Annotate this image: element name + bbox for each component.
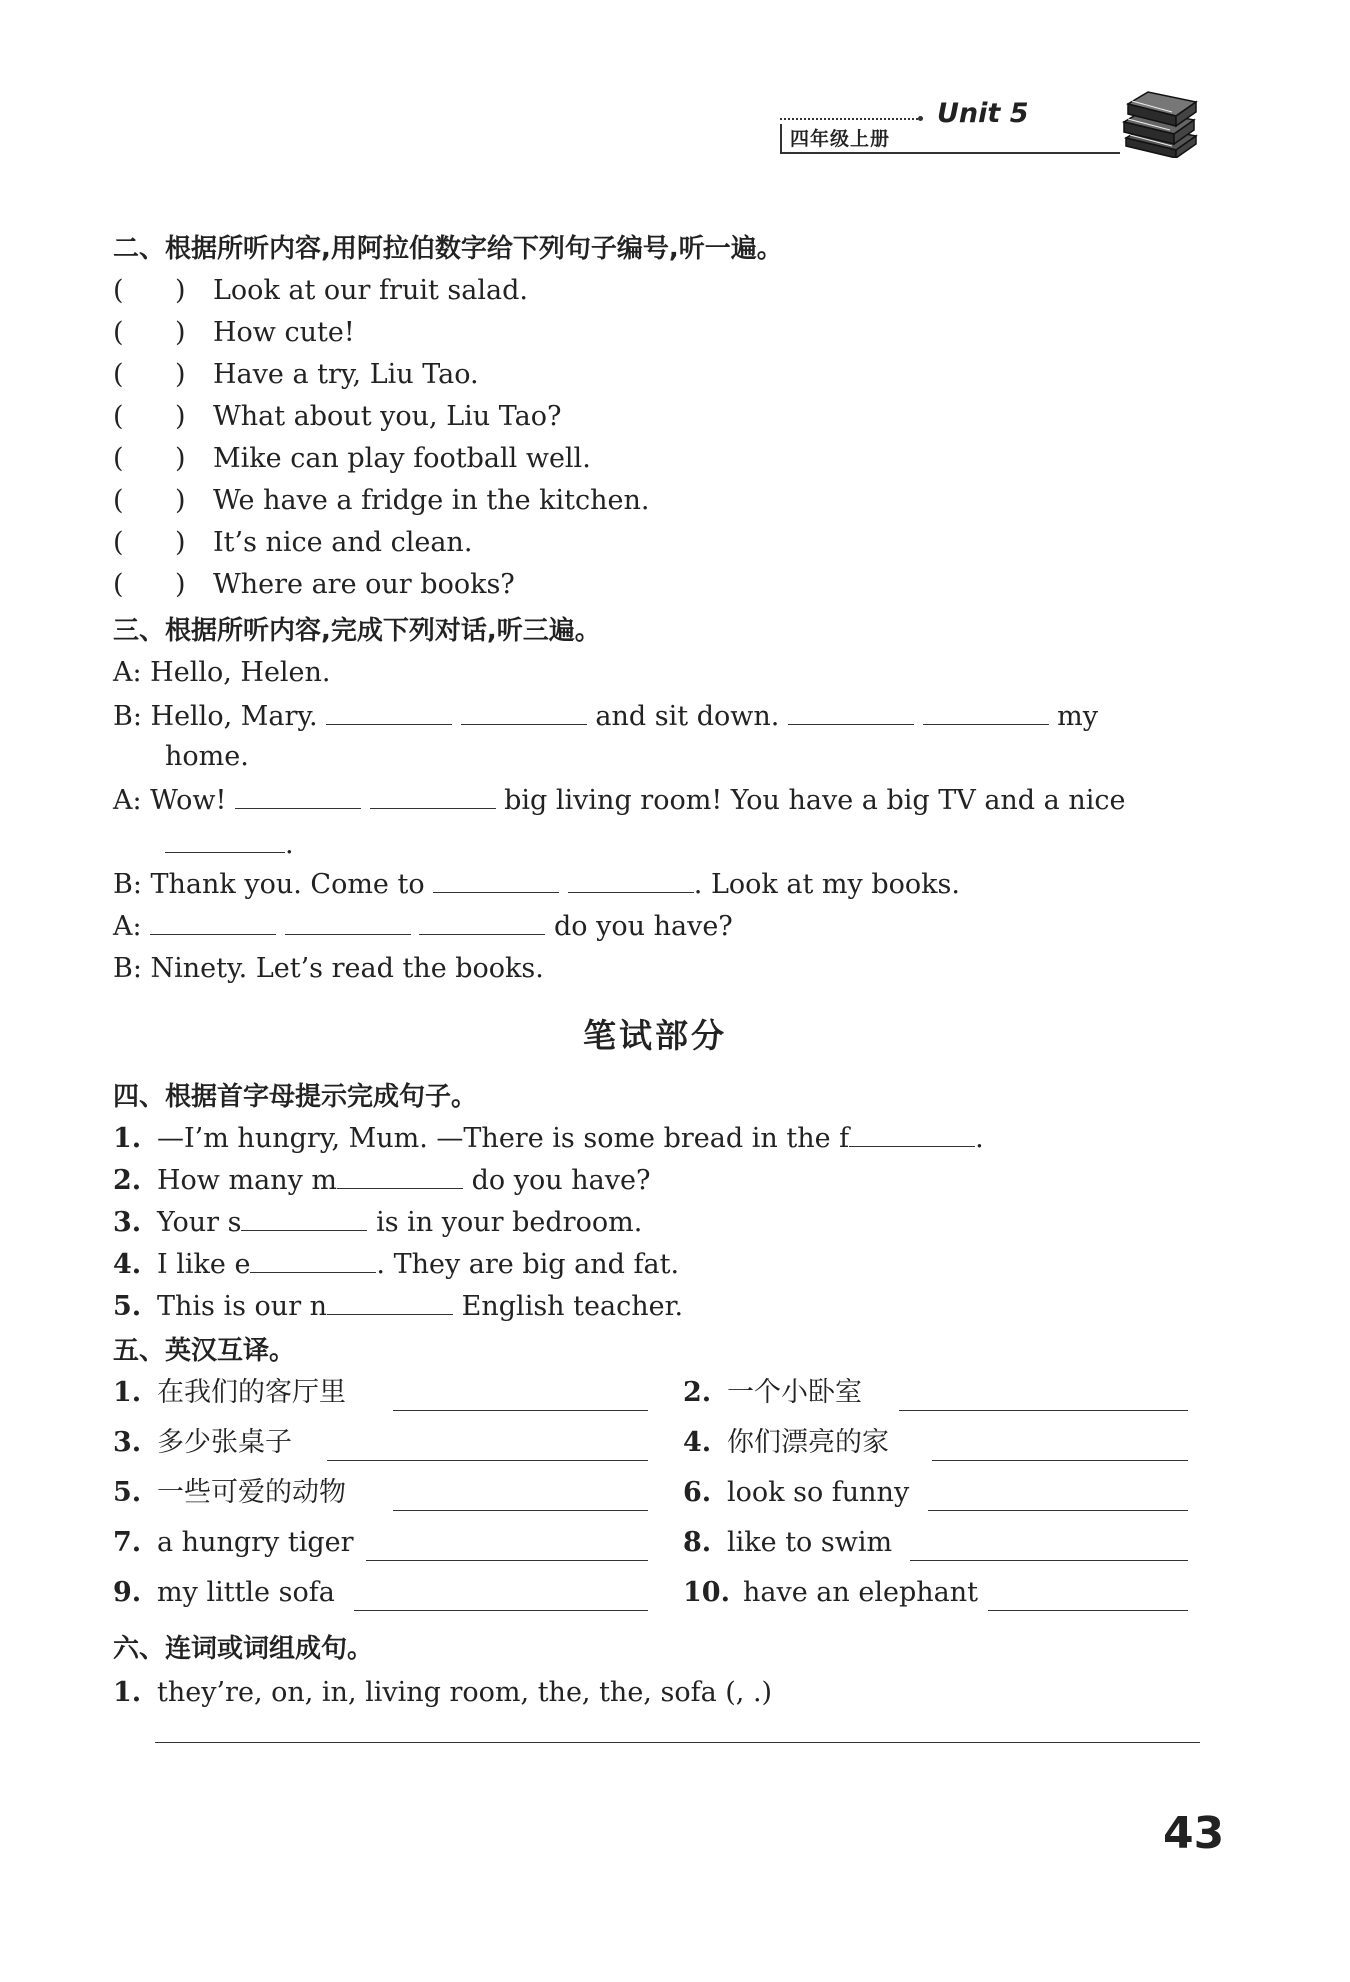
dialogue-text: A: Wow! [113, 785, 227, 816]
item-number: 1. [113, 1123, 142, 1154]
answer-blank[interactable] [354, 1584, 648, 1611]
item-number: 7. [113, 1527, 142, 1558]
answer-blank[interactable] [250, 1246, 376, 1273]
answer-blank[interactable] [419, 908, 545, 935]
listen-item-text: Have a try, Liu Tao. [213, 359, 479, 390]
dialogue-text: and sit down. [595, 701, 780, 732]
item-text: is in your bedroom. [376, 1207, 643, 1238]
item-text: like to swim [727, 1527, 893, 1558]
translate-item [113, 1474, 346, 1512]
item-text: English teacher. [461, 1291, 684, 1322]
answer-blank[interactable] [366, 1534, 648, 1561]
answer-blank[interactable] [433, 866, 559, 893]
item-text: I like e [157, 1249, 251, 1280]
listen-item-text: Mike can play football well. [213, 443, 591, 474]
item-text: have an elephant [743, 1577, 978, 1608]
answer-blank[interactable] [165, 826, 285, 853]
listen-item-text: Where are our books? [213, 569, 515, 600]
page-number: 43 [1163, 1808, 1225, 1859]
dialogue-text: . Look at my books. [693, 869, 960, 900]
answer-blank[interactable] [393, 1484, 648, 1511]
translate-item [113, 1374, 346, 1412]
item-number: 3. [113, 1427, 142, 1458]
item-text: 一个小卧室 [727, 1377, 862, 1408]
fill-item [113, 1120, 1205, 1158]
section5-title: 五、英汉互译。 [113, 1336, 296, 1366]
listen-item: ( ) It’s nice and clean. [113, 527, 473, 558]
item-number: 6. [683, 1477, 712, 1508]
header-dot [918, 116, 923, 121]
listen-item-text: Look at our fruit salad. [213, 275, 528, 306]
listen-item-text: We have a fridge in the kitchen. [213, 485, 650, 516]
item-text: 多少张桌子 [157, 1427, 292, 1458]
item-number: 2. [683, 1377, 712, 1408]
answer-blank[interactable] [568, 866, 694, 893]
answer-blank[interactable] [932, 1434, 1188, 1461]
answer-blank[interactable] [788, 698, 914, 725]
answer-blank[interactable] [241, 1204, 367, 1231]
item-number: 4. [683, 1427, 712, 1458]
translate-item [113, 1574, 335, 1612]
listen-item: ( ) Have a try, Liu Tao. [113, 359, 479, 390]
section3-title: 三、根据所听内容,完成下列对话,听三遍。 [113, 616, 601, 646]
listen-item: ( ) Mike can play football well. [113, 443, 591, 474]
item-text: How many m [157, 1165, 338, 1196]
header-rule [780, 152, 1120, 154]
listen-item-text: What about you, Liu Tao? [213, 401, 562, 432]
item-text: . [975, 1123, 984, 1154]
item-text: 在我们的客厅里 [157, 1377, 346, 1408]
item-text: a hungry tiger [157, 1527, 354, 1558]
item-number: 3. [113, 1207, 142, 1238]
item-text: This is our n [157, 1291, 328, 1322]
dialogue-text: my [1057, 701, 1098, 732]
item-number: 5. [113, 1291, 142, 1322]
dialogue-text: B: Thank you. Come to [113, 869, 425, 900]
dialogue-text: A: [113, 911, 142, 942]
answer-blank[interactable] [337, 1162, 463, 1189]
listen-item: ( ) Look at our fruit salad. [113, 275, 528, 306]
translate-item [113, 1524, 354, 1562]
dialogue-text: B: Hello, Mary. [113, 701, 318, 732]
item-text: 一些可爱的动物 [157, 1477, 346, 1508]
dialogue-text: big living room! You have a big TV and a nice [504, 785, 1126, 816]
translate-item [683, 1524, 892, 1562]
dialogue-text: do you have? [553, 911, 733, 942]
item-number: 1. [113, 1677, 142, 1708]
listen-item: ( ) We have a fridge in the kitchen. [113, 485, 650, 516]
listen-item-text: How cute! [213, 317, 355, 348]
item-number: 1. [113, 1377, 142, 1408]
item-text: they’re, on, in, living room, the, the, sofa (, .) [157, 1677, 773, 1708]
translate-item [683, 1424, 889, 1462]
unit-label: Unit 5 [937, 98, 1029, 129]
dialogue-line [113, 866, 1205, 904]
item-number: 4. [113, 1249, 142, 1280]
item-number: 5. [113, 1477, 142, 1508]
dialogue-line: home. [165, 741, 249, 772]
fill-item [113, 1204, 1205, 1242]
dialogue-line: B: Ninety. Let’s read the books. [113, 953, 544, 984]
answer-blank[interactable] [910, 1534, 1188, 1561]
sentence-item [113, 1674, 1205, 1712]
listen-item: ( ) How cute! [113, 317, 355, 348]
answer-blank[interactable] [923, 698, 1049, 725]
grade-label: 四年级上册 [790, 128, 891, 150]
answer-blank[interactable] [370, 782, 496, 809]
answer-blank[interactable] [899, 1384, 1188, 1411]
answer-blank[interactable] [327, 1434, 648, 1461]
answer-blank[interactable] [393, 1384, 648, 1411]
fill-item [113, 1162, 1205, 1200]
item-text: —I’m hungry, Mum. —There is some bread in the f [157, 1123, 850, 1154]
answer-blank[interactable] [988, 1584, 1188, 1611]
item-text: look so funny [727, 1477, 910, 1508]
section6-title: 六、连词或词组成句。 [113, 1634, 374, 1664]
answer-blank[interactable] [326, 698, 452, 725]
header-dotted-rule [780, 118, 918, 120]
translate-item [683, 1474, 909, 1512]
fill-item [113, 1288, 1205, 1326]
item-number: 10. [683, 1577, 730, 1608]
dialogue-line: A: Hello, Helen. [113, 657, 331, 688]
section4-title: 四、根据首字母提示完成句子。 [113, 1082, 478, 1112]
listen-item-text: It’s nice and clean. [213, 527, 473, 558]
books-icon [1118, 86, 1200, 158]
answer-blank[interactable] [327, 1288, 453, 1315]
section2-title: 二、根据所听内容,用阿拉伯数字给下列句子编号,听一遍。 [113, 234, 783, 264]
item-text: Your s [157, 1207, 242, 1238]
answer-blank[interactable] [461, 698, 587, 725]
answer-blank[interactable] [285, 908, 411, 935]
item-text: my little sofa [157, 1577, 335, 1608]
dialogue-line [113, 908, 1205, 946]
answer-blank[interactable] [150, 908, 276, 935]
listen-item: ( ) What about you, Liu Tao? [113, 401, 562, 432]
answer-blank[interactable] [928, 1484, 1188, 1511]
fill-item [113, 1246, 1205, 1284]
item-number: 9. [113, 1577, 142, 1608]
item-text: do you have? [471, 1165, 651, 1196]
translate-item [683, 1574, 978, 1612]
dialogue-line [113, 782, 1205, 820]
answer-blank[interactable] [849, 1120, 975, 1147]
dialogue-text: . [285, 829, 294, 860]
item-number: 8. [683, 1527, 712, 1558]
written-section-title: 笔试部分 [583, 1016, 727, 1055]
listen-item: ( ) Where are our books? [113, 569, 515, 600]
item-text: 你们漂亮的家 [727, 1427, 889, 1458]
dialogue-line [113, 698, 1205, 736]
dialogue-line [165, 826, 1205, 864]
item-number: 2. [113, 1165, 142, 1196]
translate-item [683, 1374, 862, 1412]
item-text: . They are big and fat. [376, 1249, 680, 1280]
answer-line[interactable] [155, 1742, 1200, 1743]
translate-item [113, 1424, 292, 1462]
header-rule-tick [780, 124, 782, 154]
answer-blank[interactable] [235, 782, 361, 809]
